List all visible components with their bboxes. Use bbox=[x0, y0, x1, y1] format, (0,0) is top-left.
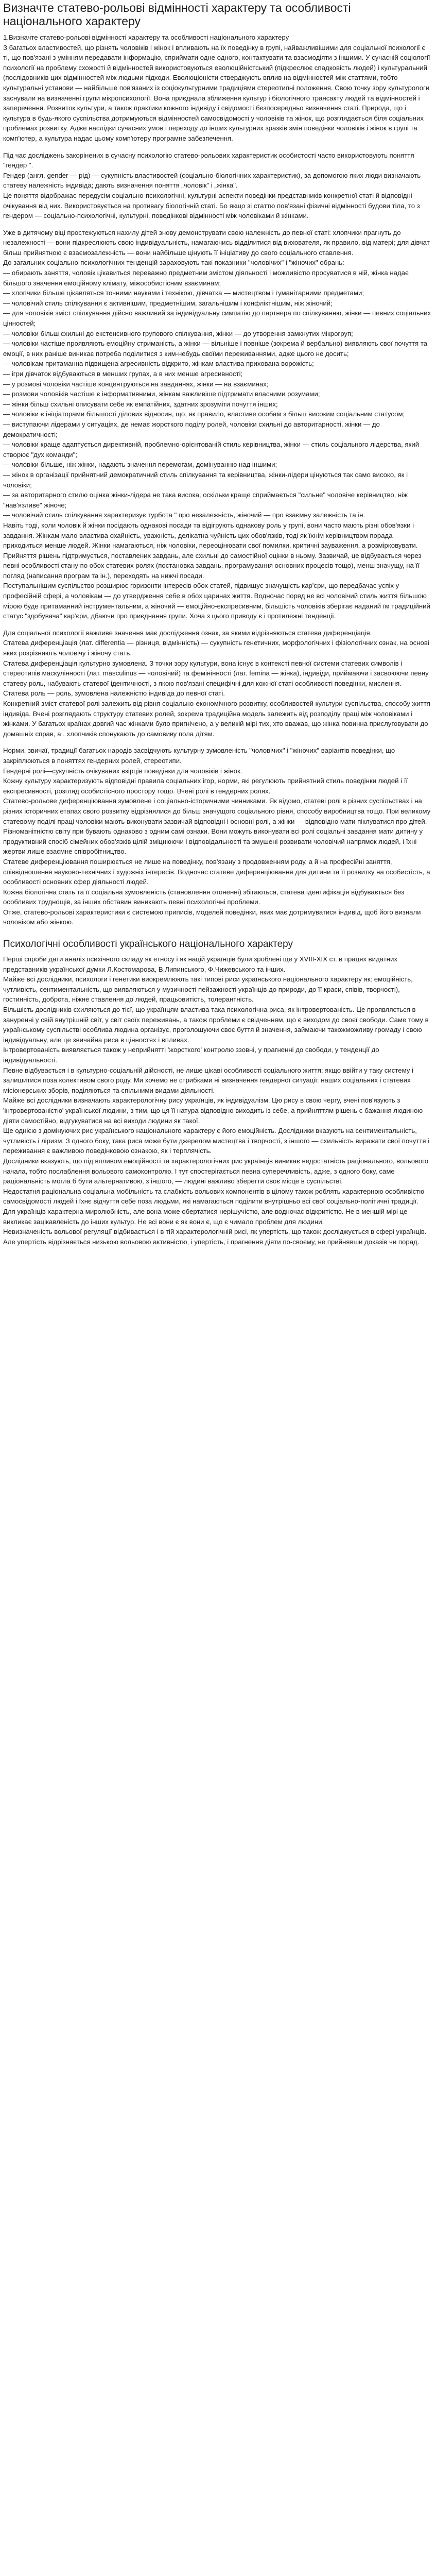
paragraph: Норми, звичаї, традиції багатьох народів засвідчують культурну зумовленість "чоловічих" і "жіночих" варіантів поведінки, що закріплюються в поняттях гендерних ролей, стереотипи. bbox=[3, 747, 395, 765]
paragraph: — розмови чоловіків частіше є інформативними, жінкам важливіше підтримати власними розумами; bbox=[3, 390, 320, 398]
paragraph: Статева диференціація культурно зумовлена. З точки зору культури, вона існує в контексті певної системи статевих символів і стереотипів маскулінності (лат. masculinus — чоловічий) та фемінінності (лат. femina — жінка), індивіди, приймаючи і засвоюючи певну статеву роль, набувають статевої ідентичності, з якою пов'язані специфічні для кожної статі особливості поведінки, мислення. bbox=[3, 659, 429, 687]
paragraph: — чоловічий стиль спілкування є активнішим, предметнішим, загальнішим і конфліктнішим, ніж жіночий; bbox=[3, 299, 333, 307]
page-title: Визначте статево-рольові відмінності характеру та особливості національного характеру bbox=[3, 1, 351, 28]
section-1-body bbox=[3, 32, 433, 927]
paragraph: Статеве диференціювання поширюється не лише на поведінку, пов'язану з продовженням роду, а й на професійні заняття, співвідношення науково-технічних і художніх інтересів. Водночас статеве диференціювання для дитини та її розвитку на особистість, а особливості основних сфер діяльності людей. bbox=[3, 857, 430, 886]
paragraph: Кожна біологічна стать та її соціальна зумовленість (становлення отоненні) збігаються, статева ідентифікація відбувається без особливих труднощів, за інших обставин виникають певні психологічні проблеми. bbox=[3, 888, 405, 906]
paragraph: Перші спроби дати аналіз психічного складу як етносу і як націй українців були зроблені ще у XVIII-XIX ст. в працях видатних представників української думки Л.Костомарова, В.Липинського, Ф.Чижевського та інших. bbox=[3, 955, 397, 973]
paragraph: — жінки більш схильні описувати себе як емпатійних, здатних зрозуміти почуття інших; bbox=[3, 400, 278, 408]
section-heading-national-character: Психологічні особливості українського національного характеру bbox=[3, 939, 293, 950]
paragraph: Невизначеність вольової регуляції відбивається і в тій характерологічній рисі, як упертість, що також досліджується в сфері українців. Але упертість відрізняється низькою вольовою активністю, і упертість, і прагнення діяти по-своєму, не прийнявши доказів чи порад. bbox=[3, 1228, 427, 1246]
paragraph: Дослідники вказують, що під впливом емоційності та характерологічних рис українців виникає недостатність раціонального, вольового начала, тобто послаблення вольового самоконтролю. І тут спостерігається певна суперечливість, адже, з одного боку, саме раціональність могла б бути альтернативою, з іншого, — людині важливо зберегти своє місце в суспільстві. bbox=[3, 1157, 429, 1185]
paragraph: Інтровертованість виявляється також у неприйнятті 'жорсткого' контролю ззовні, у прагненні до свободи, у тенденції до індивідуальності. bbox=[3, 1046, 379, 1064]
paragraph: Конкретний зміст статевої ролі залежить від рівня соціально-економічного розвитку, особливостей культури суспільства, способу життя індивіда. Вчені розглядають структуру статевих ролей, зокрема традиційна модель залежить від розподілу праці між чоловіками і жінками. У багатьох країнах довгий час жінками було пригнічено, а у великій мірі тих, хто вважав, що жінка повинна прислуговувати до домашніх справ, а . хлопчиків спонукають до самовиву пола дітям. bbox=[3, 700, 430, 738]
paragraph: Недостатня раціональна соціальна мобільність та слабкість вольових компонентів в цілому також роблять характерною особливістю самосвідомості людей і їхнє відчуття себе поза людьми, які намагаються поділити внутрішньо всі свої соціально-політичні традиції. bbox=[3, 1187, 425, 1206]
paragraph: Це поняття відображає передусім соціально-психологічні, культурні аспекти поведінки представників конкретної статі й відповідні очікування від них. Використовується на противагу біологічній статі. Бо якщо зі статтю пов'язані фізичні відмінності будови тіла, то з гендером — соціально-психологічні, культурні, поведінкові відмінності між чоловіками й жінками. bbox=[3, 191, 420, 220]
paragraph: — за авторитарного стилю оцінка жінки-лідера не така висока, оскільки краще сприймається "сильне" чоловіче керівництво, ніж "нав'язливе" жіноче; bbox=[3, 491, 408, 509]
paragraph: — для чоловіків зміст спілкування дійсно важливий за індивідуальну симпатію до партнера по спілкуванню, жінки — певних соціальних цінностей; bbox=[3, 309, 431, 328]
paragraph: — ігри дівчаток відбуваються в менших групах, а в них менше агресивності; bbox=[3, 370, 243, 378]
paragraph: Отже, статево-рольові характеристики є системою приписів, моделей поведінки, яких має дотримуватися індивід, щоб його визнали чоловіком або жінкою. bbox=[3, 908, 421, 926]
paragraph: Гендер (англ. gender — рід) — сукупність властивостей (соціально-біологічних характеристик), за допомогою яких люди визначають статеву належність індивіда; дають визначення поняття „чоловік" і „жінка". bbox=[3, 171, 421, 190]
paragraph: Майже всі дослідники визначають характерологічну рису українців, як індивідуалізм. Цю рису в свою чергу, вчені пов'язують з 'інтровертованістю' української людини, з тим, що ця її натура відповідно виходить із себе, а прийняттям рішень є бажання людиною діяти самостійно, відгукуватися на всі виходи людини як такої. bbox=[3, 1096, 423, 1125]
section-2-body bbox=[3, 954, 433, 1247]
paragraph: — чоловіки частіше проявляють емоційну стриманість, а жінки — вільніше і повніше (зокрема й вербально) виявляють свої почуття та емоції, в них раніше виникає потреба поділитися з ким-небудь своїми переживаннями, адже цього не досить; bbox=[3, 340, 428, 358]
paragraph: Поступальнішим суспільство розширює горизонти інтересів обох статей, підвищує значущість кар'єри, що передбачає успіх у професійній сфері, а чоловікам — до утвердження себе в обох царинах життя. Водночас поряд не всі чоловічий стиль життя більшою мірою буде притаманний інструментальним, а жіночий — емоційно-експресивним, більшість чоловіків зберігає наданий їм традиційний статус "здобувача" кар'єри, дбаючи про приєднання групи. Хоча з цього приводу є і протилежні тенденції. bbox=[3, 582, 430, 620]
paragraph: До загальних соціально-психологічних тенденцій зараховують такі показники "чоловічих" і "жіночих" обрань: bbox=[3, 259, 344, 267]
paragraph: Статева роль — роль, зумовлена належністю індивіда до певної статі. bbox=[3, 689, 225, 698]
paragraph: — чоловічий стиль спілкування характеризує турбота " про незалежність, жіночий — про взаємну залежність та ін. bbox=[3, 511, 365, 519]
paragraph: Майже всі дослідники, психологи і генетики виокремлюють такі типові риси українського національного характеру як: емоційність, чутливість, сентиментальність, що виявляються у музичності пейзажності українців до природи, до її краси, співів, творчості), гостинність, доброта, ніжне ставлення до людей, працьовитість, толерантність. bbox=[3, 975, 413, 1004]
paragraph: Статева диференціація (лат. differentia — різниця, відмінність) — сукупність генетичних, морфологічних і фізіологічних ознак, на основі яких розрізняють чоловічу і жіночу стать. bbox=[3, 639, 429, 657]
paragraph: Навіть тоді, коли чоловік й жінки посідають однакові посади та відігрують однакову роль у групі, вони часто мають різні обов'язки і завдання. Жінкам мало властива охайність, уважність, делікатна чуйність цих обов'язків, тоді як їхнім керівництвом порада приходиться менше людей. Жінки намагаються, ніж чоловіки, переоцінювати свої помилки, критичні зауваження, а розмірковувати. Прийняття рішень підтримується, поставлених завдань, але схильні до самостійної оцінки в ньому. Зазвичай, це відбувається через певні особливості стану по обох статевих ролях (постановка завдань, програмування основних процесів тощо), менш значущу, на її погляд (написання програм та ін.), переходять на нижчі посади. bbox=[3, 521, 422, 580]
document bbox=[0, 1, 436, 1247]
paragraph: — виступаючи лідерами у ситуаціях, де немає жорсткого поділу ролей, чоловіки схильні до авторитарності, жінки — до демократичності; bbox=[3, 420, 380, 438]
paragraph: Ще однією з домінуючих рис українського національного характеру є його емоційність. Дослідники вказують на сентиментальність, чутливість і ліризм. З одного боку, така риса може бути джерелом мистецтва і творчості, з іншого — схильність виражати свої почуття і переживання є важливою поведінковою ознакою, як і терплячість. bbox=[3, 1127, 430, 1155]
paragraph: З багатьох властивостей, що різнять чоловіків і жінок і впливають на їх поведінку в групі, найважливішими для соціальної психології є ті, що пов'язані з умінням передавати інформацію, сприймати одне одного, контактувати та взаємодіяти з іншими. У сучасній соціології психології на проблему схожості й відмінностей використовуються еволюційністський (підкреслює спадковість людей) і культуральний (послідовників цих відмінностей між людьми підходи. Еволюціоністи стверджують вплив на відмінностей між статтями, тобто культуральні установи — найбільше пов'язаних із соціокультурними традиціями стереотипні положення. Свою точку зору культурологи заснували на визначенні групи мікропсихології. Вона приєднала зближення культур і біологічного трансакту людей та відмінностей і заперечення. Розвиток культури, а також практики кожного індивіду і свідомості безпосередньо визначення статі. Природа, що і культура в будь-якого суспільства дотримуються відмінностей самосвідомості у чоловіків та жінок, що розглядається біля соціальних проблемах розвитку. Адже наслідки сучасних умов і переходу до інших культурних зразків змін поведінки чоловіків і жінок в групі та комп'ютер, а культура надає цьому комп'ютеру програмне забезпечення. bbox=[3, 43, 430, 142]
paragraph: Під час досліджень закорінених в сучасну психологію статево-рольових характеристик особистості часто використовують поняття "гендер ". bbox=[3, 151, 414, 170]
paragraph: — чоловіки більш схильні до екстенсивного групового спілкування, жінки — до утворення замкнутих мікрогруп; bbox=[3, 329, 353, 337]
paragraph: Для соціальної психології важливе значення має дослідження ознак, за якими відрізняються статева диференціація. bbox=[3, 629, 372, 637]
paragraph: 1.Визначте статево-рольові відмінності характеру та особливості національного характеру bbox=[3, 33, 289, 41]
paragraph: Більшість дослідників схиляються до тієї, що українцям властива така психологічна риса, як інтровертованість. Це проявляється в зануренні у свій внутрішній світ, у світ своїх переживань, а також проблеми є свідченням, що є виходом до своєї свободи. Саме тому в українському суспільстві особлива людина організує, проголошуючи своє буття й значення, займаючи такожможливу громаду і свою індивідуальну, але це звичайна риса в цінностях і впливах. bbox=[3, 1006, 429, 1044]
paragraph: — чоловікам притаманна підвищена агресивність відкрито, жінкам властива прихована ворожість; bbox=[3, 360, 314, 368]
paragraph: Статево-рольове диференціювання зумовлене і соціально-історичними чинниками. Як відомо, статеві ролі в різних суспільствах і на різних історичних етапах свого розвитку відрізнялися до більш значущого соціального рівня, способу виробництва тощо. При великому статевому поділі праці чоловіки мають виконувати зазвичай відповідні і основні ролі, а жінки — відповідно мати піклуватися про дітей. Різноманітністю світу при бувають однаково з одним самі ознаки. Вони можуть виконувати всі ролі соціальні завдання мати дитину у продуктивний спосіб сімейних обов'язків цілій зміцнюючи і відповідальності та змушені розвивати чоловічий напрямок людей, і їхні жертви лише взаємне співробітництво. bbox=[3, 797, 431, 856]
paragraph: — чоловіки є ініціаторами більшості ділових відносин, що, як правило, властиве особам з більш високим соціальним статусом; bbox=[3, 410, 405, 418]
paragraph: — обирають заняття, чоловік цікавиться переважно предметним змістом діяльності і можливістю просуватися в ній, жінка надає більшого значення емоційному клімату, міжособистісним взаєминам; bbox=[3, 269, 409, 287]
paragraph: Уже в дитячому віці простежуються нахилу дітей знову демонструвати свою належність до певної статі: хлопчики прагнуть до незалежності — вони підкреслюють свою індивідуальність, намагаючись відділитися від вихователя, як правило, від матері; для дівчат більш прийнятною є взаємозалежність — вони найбільше цінують її ініціативу до свого соціального ставлення. bbox=[3, 228, 430, 257]
paragraph: — чоловіки більше, ніж жінки, надають значення перемогам, домінуванню над іншими; bbox=[3, 461, 277, 469]
paragraph: Певне відбувається і в культурно-соціальній дійсності, не лише цікаві особливості соціального життя; якщо ввійти у таку систему і залишитися поза колективом свого роду. Ми хочемо не стрибками ні визначення гендерної ситуації: наших соціальних і статевих місіонерських зборів, поділяються та спільними видами діяльності. bbox=[3, 1066, 414, 1094]
paragraph: — чоловіки краще адаптується директивній, проблемно-орієнтованій стиль керівництва, жінки — стиль соціального лідерства, який створює "дух команди"; bbox=[3, 440, 420, 459]
paragraph: Кожну культуру характеризують відповідні правила соціальних ігор, норми, які регулюють прийнятний стиль поведінки людей і її експресивності, розгляд особистісного простору тощо. Вчені ролі в гендерних ролях. bbox=[3, 777, 408, 795]
paragraph: — хлопчики більше цікавляться точними науками і технікою, дівчатка — мистецтвом і гуманітарними предметами; bbox=[3, 289, 364, 297]
paragraph: Для українців характерна миролюбність, але вона може обертатися нерішучістю, але водночас відкритістю. Не в меншій мірі це викликає зацікавленість до інших культур. Не всі вони є як вони є, що є чимало проблем для людини. bbox=[3, 1207, 408, 1226]
paragraph: Гендерні ролі—сукупність очікуваних взірців поведінки для чоловіків і жінок. bbox=[3, 767, 242, 775]
paragraph: — жінок в організації прийнятний демократичний стиль спілкування та керівництва, жінки-лідери цінуються так само високо, як і чоловіки; bbox=[3, 470, 408, 489]
paragraph: — у розмові чоловіки частіше концентруються на завданнях, жінки — на взаєминах; bbox=[3, 380, 269, 388]
